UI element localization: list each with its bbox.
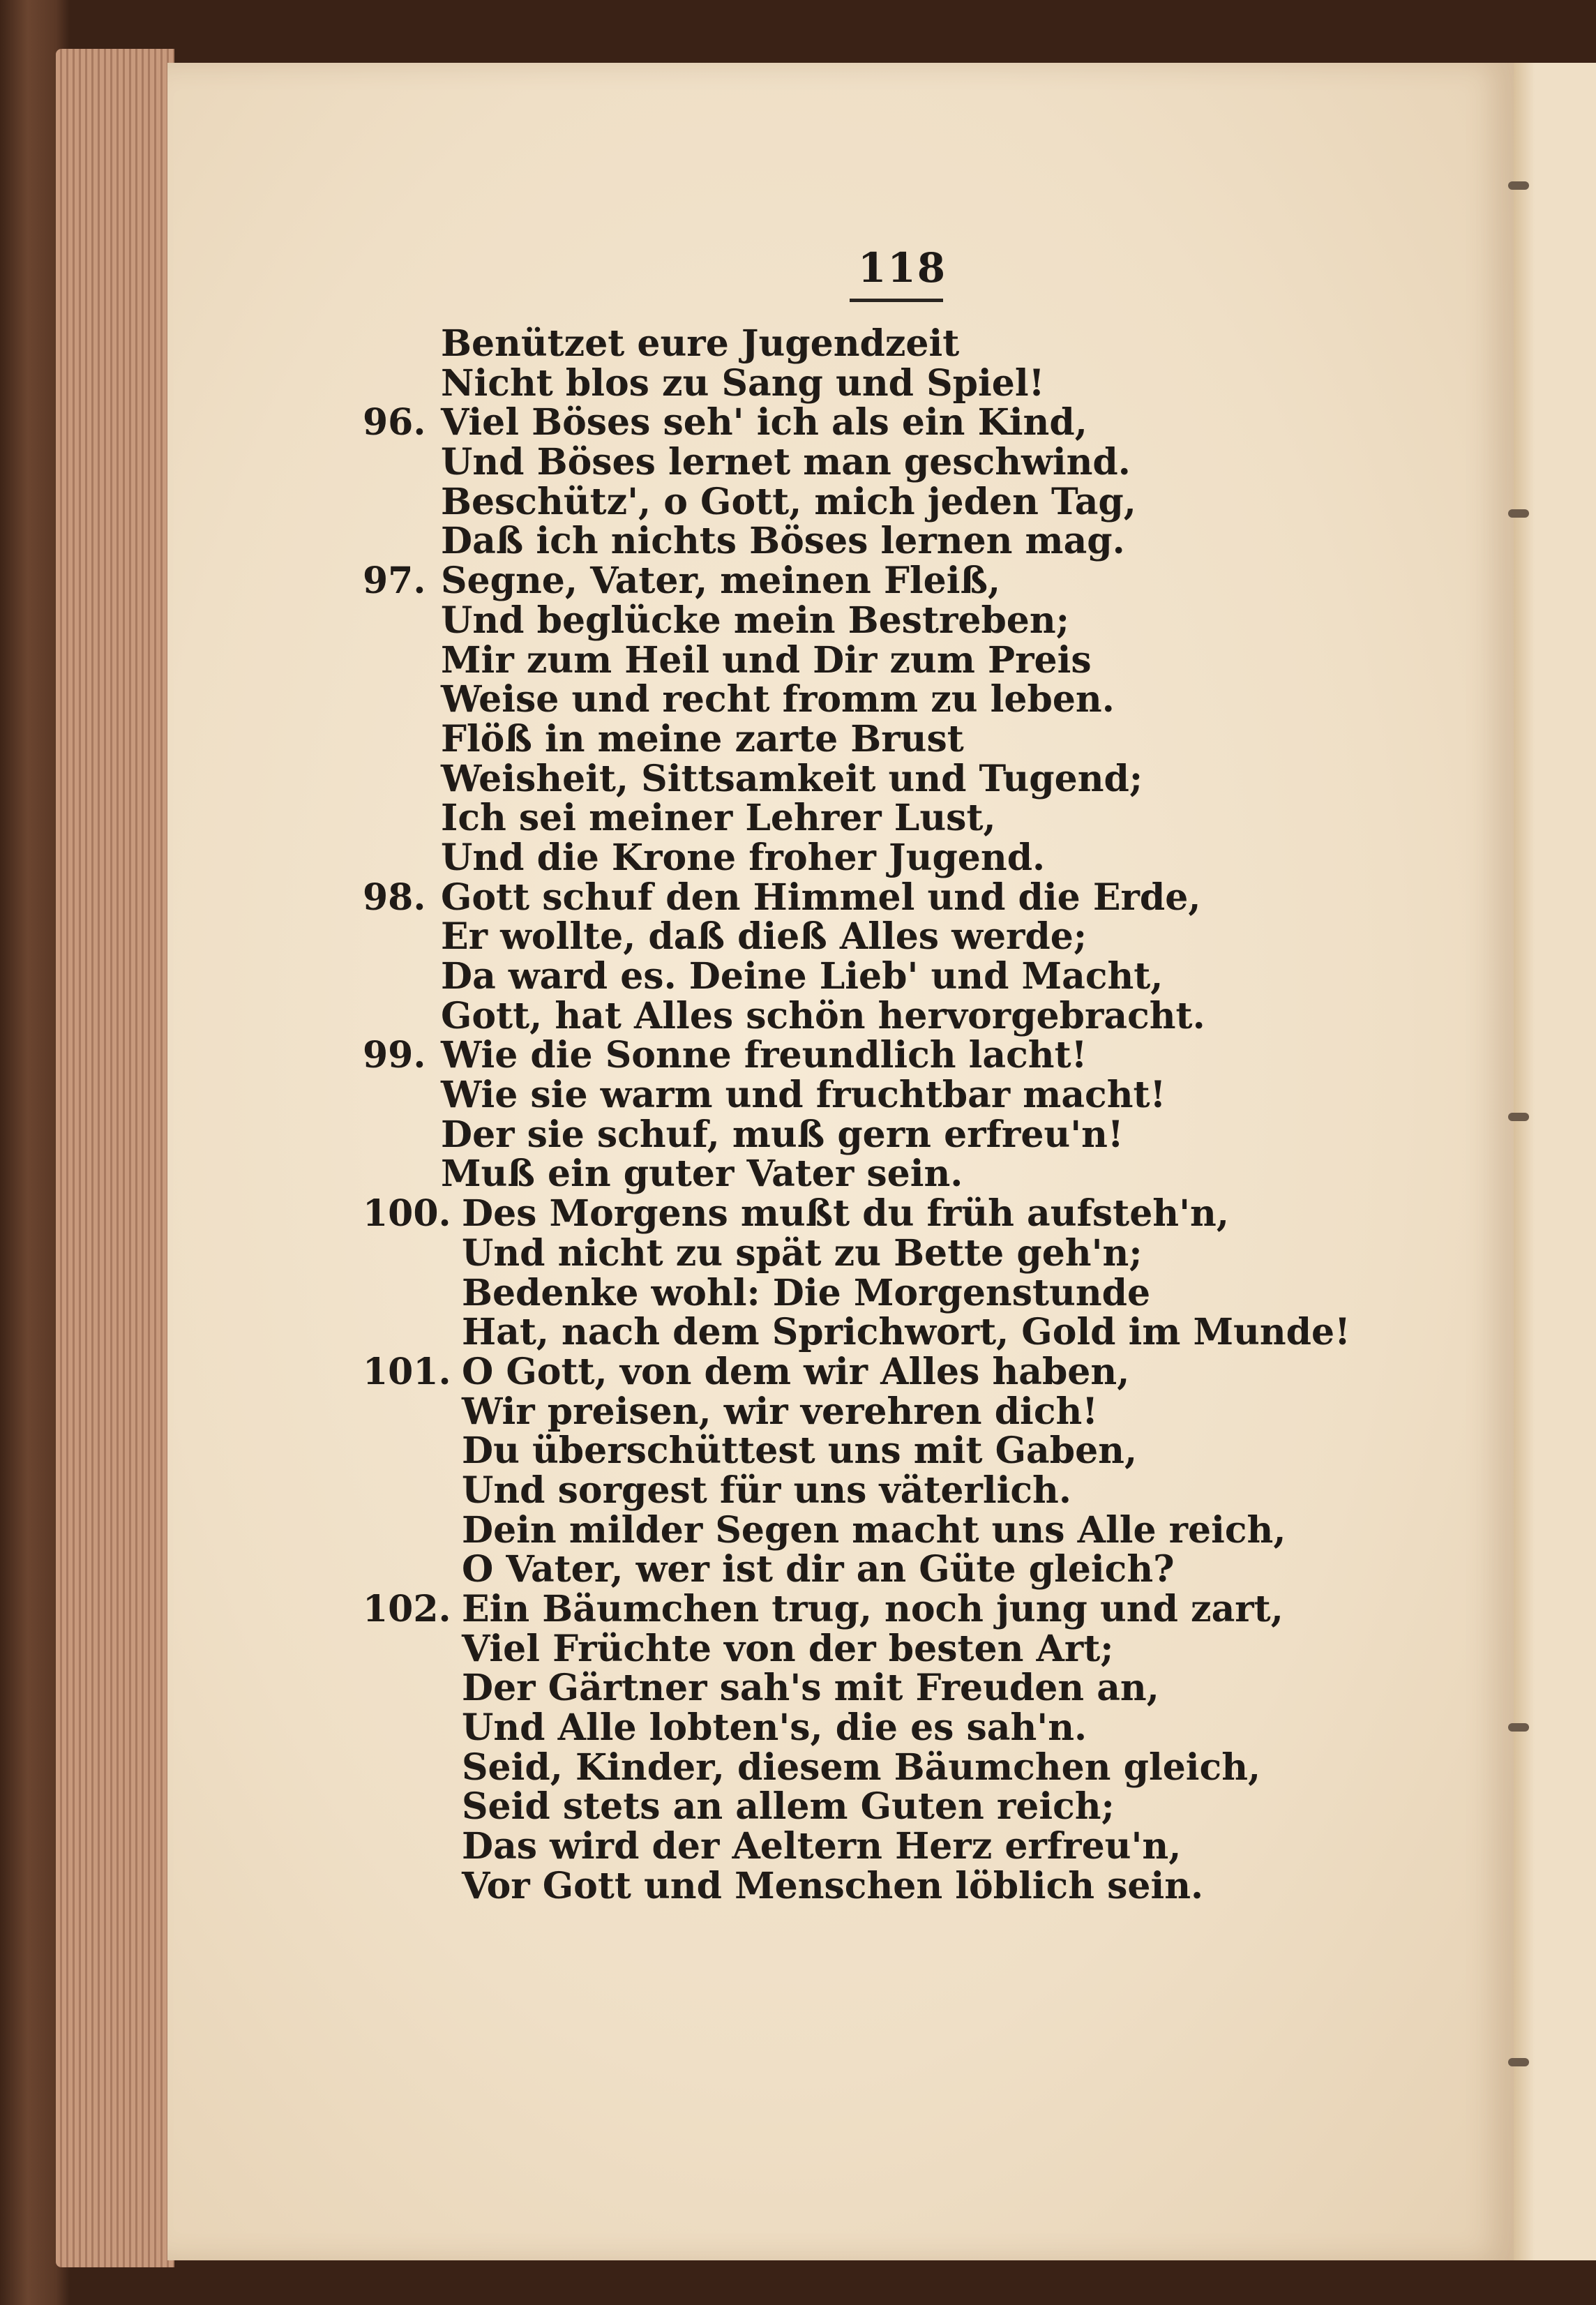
verse-line <box>363 1231 1409 1275</box>
verse-number: 98. <box>363 876 426 919</box>
verse-line <box>363 957 1409 997</box>
verse-line <box>363 1271 1409 1314</box>
verse-line <box>363 1864 1409 1907</box>
verse-text: Wie sie warm und fruchtbar macht! <box>441 1074 1166 1117</box>
verse-text: Des Morgens mußt du früh aufsteh'n, <box>462 1192 1229 1236</box>
verse-line <box>363 562 1409 601</box>
verse-line <box>363 1745 1409 1789</box>
verse-number: 101. <box>363 1350 451 1393</box>
verse-text: Und beglücke mein Bestreben; <box>441 599 1069 642</box>
verse-text: Weisheit, Sittsamkeit und Tugend; <box>441 757 1143 800</box>
verse-text: Muß ein guter Vater sein. <box>441 1152 963 1196</box>
verse-line <box>363 361 1409 405</box>
verse-block <box>363 1350 1409 1591</box>
verse-text: Dein milder Segen macht uns Alle reich, <box>462 1508 1286 1552</box>
verse-text: Mir zum Heil und Dir zum Preis <box>441 638 1092 682</box>
verse-block <box>363 878 1409 1037</box>
verse-line <box>363 1471 1409 1511</box>
verse-line <box>363 1036 1409 1076</box>
verse-number: 100. <box>363 1192 451 1236</box>
verse-text: Weise und recht fromm zu leben. <box>441 678 1115 721</box>
verse-text: Da ward es. Deine Lieb' und Macht, <box>441 955 1164 998</box>
verse-line <box>363 1508 1409 1552</box>
verse-line <box>363 994 1409 1037</box>
verse-text: Das wird der Aeltern Herz erfreu'n, <box>462 1825 1182 1868</box>
verse-text: Gott, hat Alles schön hervorgebracht. <box>441 994 1205 1037</box>
verse-text: Und die Krone froher Jugend. <box>441 836 1046 879</box>
verse-text: O Vater, wer ist dir an Güte gleich? <box>462 1548 1175 1591</box>
verse-text: Und Böses lernet man geschwind. <box>441 441 1131 484</box>
verse-line <box>363 680 1409 720</box>
facing-page-edge <box>1514 63 1596 2260</box>
page-edges <box>56 49 174 2267</box>
verse-line <box>363 480 1409 523</box>
verse-line <box>363 601 1409 641</box>
verse-block <box>363 324 1409 403</box>
page-number-rule <box>850 299 943 302</box>
binding-stitch <box>1508 181 1529 190</box>
verse-text: Vor Gott und Menschen löblich sein. <box>462 1864 1204 1907</box>
verse-line <box>363 1152 1409 1196</box>
verse-line <box>363 836 1409 879</box>
verse-line <box>363 1669 1409 1709</box>
verse-text: Daß ich nichts Böses lernen mag. <box>441 520 1125 563</box>
verse-number: 102. <box>363 1588 451 1630</box>
verse-line <box>363 1429 1409 1473</box>
verse-text: Und sorgest für uns väterlich. <box>462 1469 1071 1512</box>
binding-stitch <box>1508 1723 1529 1732</box>
verse-text: Benützet eure Jugendzeit <box>441 322 960 365</box>
verse-text: Wir preisen, wir verehren dich! <box>462 1390 1099 1433</box>
verse-text: Du überschüttest uns mit Gaben, <box>462 1429 1138 1473</box>
verse-line <box>363 1787 1409 1827</box>
verse-text: Hat, nach dem Sprichwort, Gold im Munde! <box>462 1311 1350 1354</box>
verse-block <box>363 1590 1409 1907</box>
verse-block <box>363 562 1409 878</box>
binding-stitch <box>1508 509 1529 518</box>
verse-text: Segne, Vater, meinen Fleiß, <box>441 560 1001 603</box>
verse-line <box>363 1706 1409 1750</box>
verse-line <box>363 878 1409 918</box>
verse-line <box>363 1392 1409 1432</box>
verse-line <box>363 1827 1409 1867</box>
verse-text: O Gott, von dem wir Alles haben, <box>462 1350 1130 1393</box>
verse-text: Bedenke wohl: Die Morgenstunde <box>462 1271 1151 1314</box>
verse-line <box>363 1076 1409 1116</box>
verse-line <box>363 717 1409 760</box>
binding-stitch <box>1508 2058 1529 2066</box>
verse-line <box>363 1550 1409 1590</box>
verse-text: Gott schuf den Himmel und die Erde, <box>441 876 1201 919</box>
verse-number: 97. <box>363 560 426 603</box>
verse-line <box>363 799 1409 839</box>
verse-text: Und nicht zu spät zu Bette geh'n; <box>462 1231 1143 1275</box>
verse-number: 99. <box>363 1034 426 1077</box>
verse-block <box>363 403 1409 562</box>
binding-stitch <box>1508 1113 1529 1121</box>
verse-list <box>363 324 1409 1907</box>
verse-text: Beschütz', o Gott, mich jeden Tag, <box>441 480 1136 523</box>
verse-text: Und Alle lobten's, die es sah'n. <box>462 1706 1087 1750</box>
verse-text: Flöß in meine zarte Brust <box>441 717 964 760</box>
verse-text: Wie die Sonne freundlich lacht! <box>441 1034 1087 1077</box>
verse-line <box>363 1590 1409 1630</box>
verse-text: Der sie schuf, muß gern erfreu'n! <box>441 1113 1124 1156</box>
verse-number: 96. <box>363 401 426 444</box>
verse-line <box>363 324 1409 364</box>
verse-text: Ein Bäumchen trug, noch jung und zart, <box>462 1588 1283 1630</box>
verse-line <box>363 1194 1409 1234</box>
verse-text: Seid stets an allem Guten reich; <box>462 1785 1115 1829</box>
verse-text: Der Gärtner sah's mit Freuden an, <box>462 1667 1159 1710</box>
verse-line <box>363 917 1409 957</box>
verse-text: Nicht blos zu Sang und Spiel! <box>441 361 1045 405</box>
verse-line <box>363 757 1409 800</box>
verse-block <box>363 1194 1409 1353</box>
verse-text: Viel Böses seh' ich als ein Kind, <box>441 401 1087 444</box>
verse-block <box>363 1036 1409 1194</box>
verse-line <box>363 1313 1409 1353</box>
verse-line <box>363 522 1409 562</box>
verse-text: Seid, Kinder, diesem Bäumchen gleich, <box>462 1745 1261 1789</box>
verse-line <box>363 1350 1409 1393</box>
verse-text: Viel Früchte von der besten Art; <box>462 1627 1114 1670</box>
verse-line <box>363 443 1409 483</box>
verse-line <box>363 403 1409 443</box>
verse-line <box>363 1627 1409 1670</box>
verse-text: Ich sei meiner Lehrer Lust, <box>441 797 996 840</box>
verse-line <box>363 1113 1409 1156</box>
verse-text: Er wollte, daß dieß Alles werde; <box>441 915 1087 959</box>
verse-line <box>363 638 1409 682</box>
page-number: 118 <box>858 244 947 292</box>
